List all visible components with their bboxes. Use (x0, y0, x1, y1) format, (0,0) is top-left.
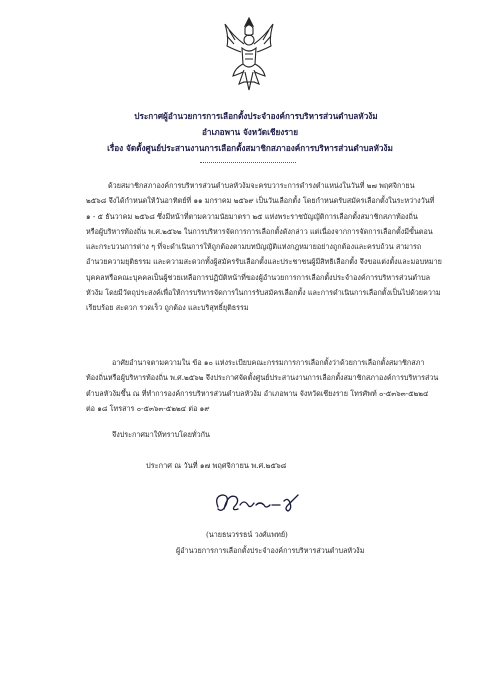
announcement-date: ประกาศ ณ วันที่ ๑๗ พฤศจิกายน พ.ศ.๒๕๖๘ (146, 461, 287, 470)
paragraph-line: ตำบลหัวง้มขึ้น ณ ที่ทำการองค์การบริหารส่วนตำบลหัวง้ม อำเภอพาน จังหวัดเชียงราย โทรศัพท์ ๐-๕๓๖๓-๕๒๒๔ (86, 388, 429, 398)
announcement-title: ประกาศผู้อำนวยการการเลือกตั้งประจำองค์การบริหารส่วนตำบลหัวง้ม (134, 111, 378, 121)
paragraph-line: อาศัยอำนาจตามความใน ข้อ ๑๐ แห่งระเบียบคณะกรรมการการเลือกตั้งว่าด้วยการเลือกตั้งสมาชิกสภา (112, 358, 425, 367)
paragraph-line: และกระบวนการต่าง ๆ ที่จะดำเนินการให้ถูกต้องตามบทบัญญัติแห่งกฎหมายอย่างถูกต้องและครบถ้วน สามารถ (86, 242, 422, 252)
subject-line: เรื่อง จัดตั้งศูนย์ประสานงานการเลือกตั้งสมาชิกสภาองค์การบริหารส่วนตำบลหัวง้ม (107, 143, 393, 153)
district-province-line: อำเภอพาน จังหวัดเชียงราย (201, 127, 299, 137)
paragraph-line: หรือผู้บริหารท้องถิ่น พ.ศ.๒๕๖๒ ในการบริหารจัดการการเลือกตั้งดังกล่าว แต่เนื่องจากการจัดการเลือกตั้งมีขั้นตอน (86, 226, 433, 236)
paragraph-background (86, 178, 442, 316)
paragraph-line: เรียบร้อย สะดวก รวดเร็ว ถูกต้อง และบริสุทธิ์ยุติธรรม (86, 303, 249, 313)
closing-sentence: จึงประกาศมาให้ทราบโดยทั่วกัน (112, 430, 210, 439)
paragraph-line: อำนวยความยุติธรรม และความสะดวกทั้งผู้สมัครรับเลือกตั้งและประชาชนผู้มีสิทธิเลือกตั้ง จึงขอแต่งตั้งและมอบหมาย (86, 257, 442, 267)
signatory-title: ผู้อำนวยการการเลือกตั้งประจำองค์การบริหารส่วนตำบลหัวง้ม (176, 546, 365, 555)
paragraph-line: หัวง้ม โดยมีวัตถุประสงค์เพื่อให้การบริหารจัดการในการรับสมัครเลือกตั้ง และการดำเนินการเลือกตั้งเป็นไปด้วยความ (86, 288, 441, 298)
dotted-divider (200, 162, 296, 163)
garuda-emblem-icon (221, 16, 277, 94)
paragraph-line: ท้องถิ่นหรือผู้บริหารท้องถิ่น พ.ศ.๒๕๖๒ จึงประกาศจัดตั้งศูนย์ประสานงานการเลือกตั้งสมาชิกสภาองค์การบริหารส่วน (86, 373, 439, 383)
signatory-name: (นายธนวรรธน์ วงศ์แพทย์) (206, 530, 288, 539)
handwritten-signature (210, 487, 305, 523)
paragraph-line: ด้วยสมาชิกสภาองค์การบริหารส่วนตำบลหัวง้มจะครบวาระการดำรงตำแหน่งในวันที่ ๒๗ พฤศจิกายน (108, 181, 415, 190)
paragraph-authority (86, 355, 439, 416)
paragraph-line: ๒๕๖๘ จึงได้กำหนดให้วันอาทิตย์ที่ ๑๑ มกราคม ๒๕๖๙ เป็นวันเลือกตั้ง โดยกำหนดรับสมัครเลือกตั้งในระหว่างวันที่ (86, 196, 435, 206)
paragraph-line: ๑ - ๕ ธันวาคม ๒๕๖๘ ซึ่งมีหน้าที่ตามความนัยมาตรา ๒๕ แห่งพระราชบัญญัติการเลือกตั้งสมาชิกสภาท้องถิ่น (86, 211, 418, 221)
paragraph-line: ต่อ ๑๘ โทรสาร ๐-๕๓๖๓-๕๒๒๔ ต่อ ๑๙ (86, 403, 210, 413)
paragraph-line: บุคคลหรือคณะบุคคลเป็นผู้ช่วยเหลือการปฏิบัติหน้าที่ของผู้อำนวยการการเลือกตั้งประจำองค์การบริหารส่วนตำบล (86, 272, 431, 282)
